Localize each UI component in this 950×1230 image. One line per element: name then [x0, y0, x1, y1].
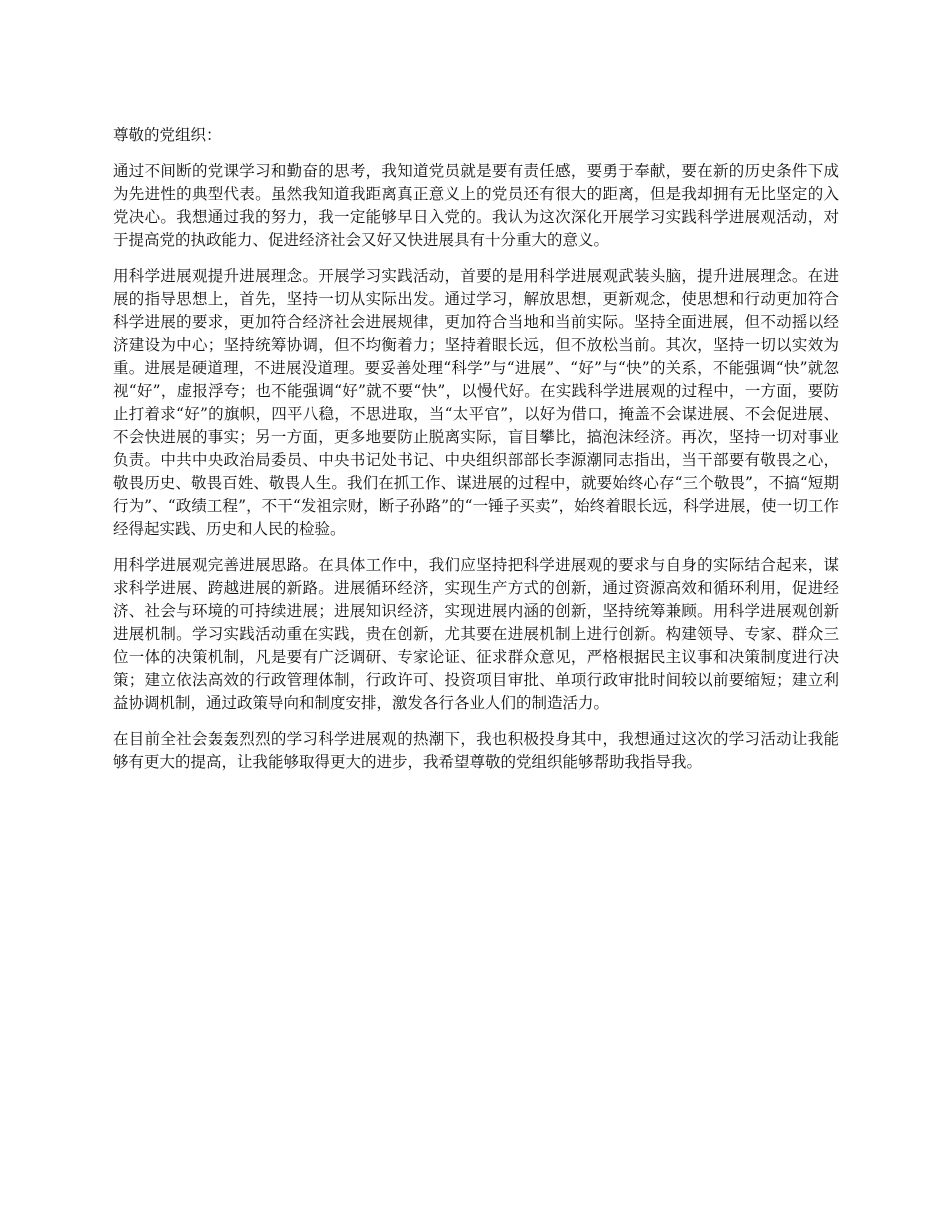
paragraph-closing: 在目前全社会轰轰烈烈的学习科学进展观的热潮下，我也积极投身其中，我想通过这次的学习活动让我能够有更大的提高，让我能够取得更大的进步，我希望尊敬的党组织能够帮助我指导我。	[113, 730, 839, 771]
paragraph-development-approach: 用科学进展观完善进展思路。在具体工作中，我们应坚持把科学进展观的要求与自身的实际结合起来，谋求科学进展、跨越进展的新路。进展循环经济，实现生产方式的创新，通过资源高效和循环利用，促进经济、社会与环境的可持续进展；进展知识经济，实现进展内涵的创新，坚持统筹兼顾。用科学进展观创新进展机制。学习实践活动重在实践，贵在创新，尤其要在进展机制上进行创新。构建领导、专家、群众三位一体的决策机制，凡是要有广泛调研、专家论证、征求群众意见，严格根据民主议事和决策制度进行决策；建立依法高效的行政管理体制，行政许可、投资项目审批、单项行政审批时间较以前要缩短；建立利益协调机制，通过政策导向和制度安排，激发各行各业人们的制造活力。	[113, 556, 839, 712]
letter-body	[113, 124, 839, 787]
paragraph-development-concept: 用科学进展观提升进展理念。开展学习实践活动，首要的是用科学进展观武装头脑，提升进展理念。在进展的指导思想上，首先，坚持一切从实际出发。通过学习，解放思想，更新观念，使思想和行动更加符合科学进展的要求，更加符合经济社会进展规律，更加符合当地和当前实际。坚持全面进展，但不动摇以经济建设为中心；坚持统筹协调，但不均衡着力；坚持着眼长远，但不放松当前。其次，坚持一切以实效为重。进展是硬道理，不进展没道理。要妥善处理“科学”与“进展”、“好”与“快”的关系，不能强调“快”就忽视“好”，虚报浮夸；也不能强调“好”就不要“快”，以慢代好。在实践科学进展观的过程中，一方面，要防止打着求“好”的旗帜，四平八稳，不思进取，当“太平官”，以好为借口，掩盖不会谋进展、不会促进展、不会快进展的事实；另一方面，更多地要防止脱离实际，盲目攀比，搞泡沫经济。再次，坚持一切对事业负责。中共中央政治局委员、中央书记处书记、中央组织部部长李源潮同志指出，当干部要有敬畏之心，敬畏历史、敬畏百姓、敬畏人生。我们在抓工作、谋进展的过程中，就要始终心存“三个敬畏”，不搞“短期行为”、“政绩工程”，不干“发祖宗财，断子孙路”的“一锤子买卖”，始终着眼长远，科学进展，使一切工作经得起实践、历史和人民的检验。	[113, 267, 839, 538]
paragraph-intro: 通过不间断的党课学习和勤奋的思考，我知道党员就是要有责任感，要勇于奉献，要在新的历史条件下成为先进性的典型代表。虽然我知道我距离真正意义上的党员还有很大的距离，但是我却拥有无比坚定的入党决心。我想通过我的努力，我一定能够早日入党的。我认为这次深化开展学习实践科学进展观活动，对于提高党的执政能力、促进经济社会又好又快进展具有十分重大的意义。	[113, 162, 839, 249]
salutation: 尊敬的党组织：	[113, 126, 222, 144]
